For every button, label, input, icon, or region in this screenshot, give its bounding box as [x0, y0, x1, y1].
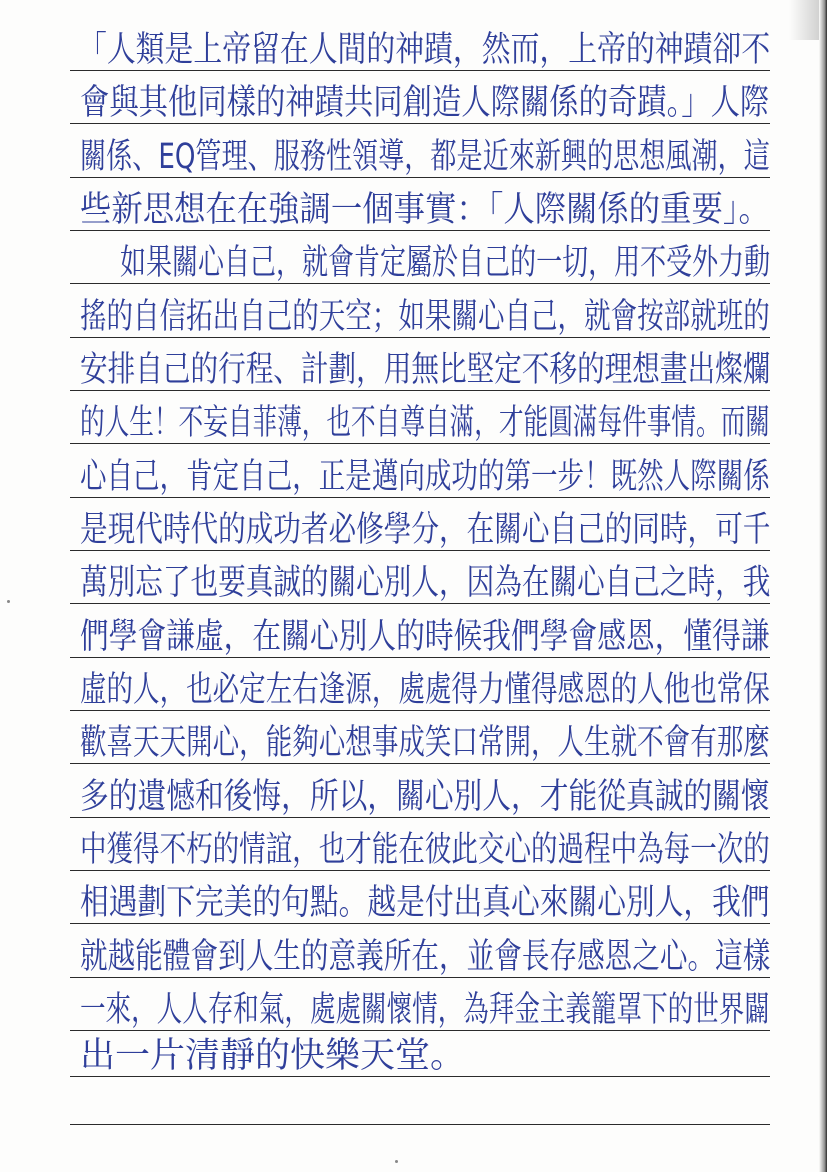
essay-line: 是現代時代的成功者必修學分，在關心自己的同時，可千: [80, 510, 771, 550]
ruled-line: [70, 550, 770, 551]
ruled-line: [70, 337, 770, 338]
essay-line: 安排自己的行程、計劃，用無比堅定不移的理想畫出燦爛: [80, 350, 771, 390]
ruled-line: [70, 177, 770, 178]
ruled-line: [70, 123, 770, 124]
scan-shadow: [789, 0, 819, 40]
essay-line: 虛的人，也必定左右逢源，處處得力懂得感恩的人他也常保: [80, 670, 770, 710]
scan-speck: [395, 1160, 398, 1163]
ruled-line: [70, 977, 770, 978]
ruled-line: [70, 657, 770, 658]
ruled-line: [70, 1030, 770, 1031]
essay-line: 心自己，肯定自己，正是邁向成功的第一步！既然人際關係: [80, 457, 770, 497]
essay-line: 一來，人人存和氣，處處關懷情，為拜金主義籠罩下的世界闢: [80, 990, 770, 1030]
ruled-line: [70, 817, 770, 818]
essay-line: 會與其他同樣的神蹟共同創造人際關係的奇蹟。」人際: [80, 83, 770, 123]
essay-line: 「人類是上帝留在人間的神蹟，然而，上帝的神蹟卻不: [78, 30, 771, 70]
ruled-line: [70, 1076, 770, 1077]
essay-line: 們學會謙虛，在關心別人的時候我們學會感恩，懂得謙: [80, 617, 770, 657]
essay-line: 些新思想在在強調一個事實：「人際關係的重要」。: [80, 190, 770, 230]
essay-line: 關係、EQ管理、服務性領導，都是近來新興的思想風潮，這: [80, 137, 770, 177]
essay-line: 中獲得不朽的情誼，也才能在彼此交心的過程中為每一次的: [80, 830, 770, 870]
ruled-line: [70, 763, 770, 764]
essay-line: 歡喜天天開心，能夠心想事成笑口常開，人生就不會有那麼: [80, 723, 770, 763]
ruled-line: [70, 1124, 770, 1125]
essay-line: 如果關心自己，就會肯定屬於自己的一切，用不受外力動: [120, 243, 771, 283]
scan-speck: [7, 600, 10, 603]
essay-line: 出一片清靜的快樂天堂。: [80, 1036, 466, 1076]
ruled-line: [70, 390, 770, 391]
ruled-line: [70, 230, 770, 231]
ruled-line: [70, 283, 770, 284]
essay-line: 的人生！不妄自菲薄，也不自尊自滿，才能圓滿每件事情。而關: [80, 403, 770, 443]
ruled-line: [70, 870, 770, 871]
ruled-line: [70, 710, 770, 711]
ruled-line: [70, 497, 770, 498]
essay-line: 相遇劃下完美的句點。越是付出真心來關心別人，我們: [80, 883, 770, 923]
essay-line: 萬別忘了也要真誠的關心別人，因為在關心自己之時，我: [80, 563, 771, 603]
essay-line: 搖的自信拓出自己的天空；如果關心自己，就會按部就班的: [80, 297, 770, 337]
ruled-line: [70, 603, 770, 604]
essay-line: 多的遺憾和後悔，所以，關心別人，才能從真誠的關懷: [80, 777, 770, 817]
essay-line: 就越能體會到人生的意義所在，並會長存感恩之心。這樣: [80, 937, 771, 977]
ruled-line: [70, 923, 770, 924]
ruled-line: [70, 443, 770, 444]
scan-edge: [819, 0, 827, 1172]
ruled-line: [70, 70, 770, 71]
